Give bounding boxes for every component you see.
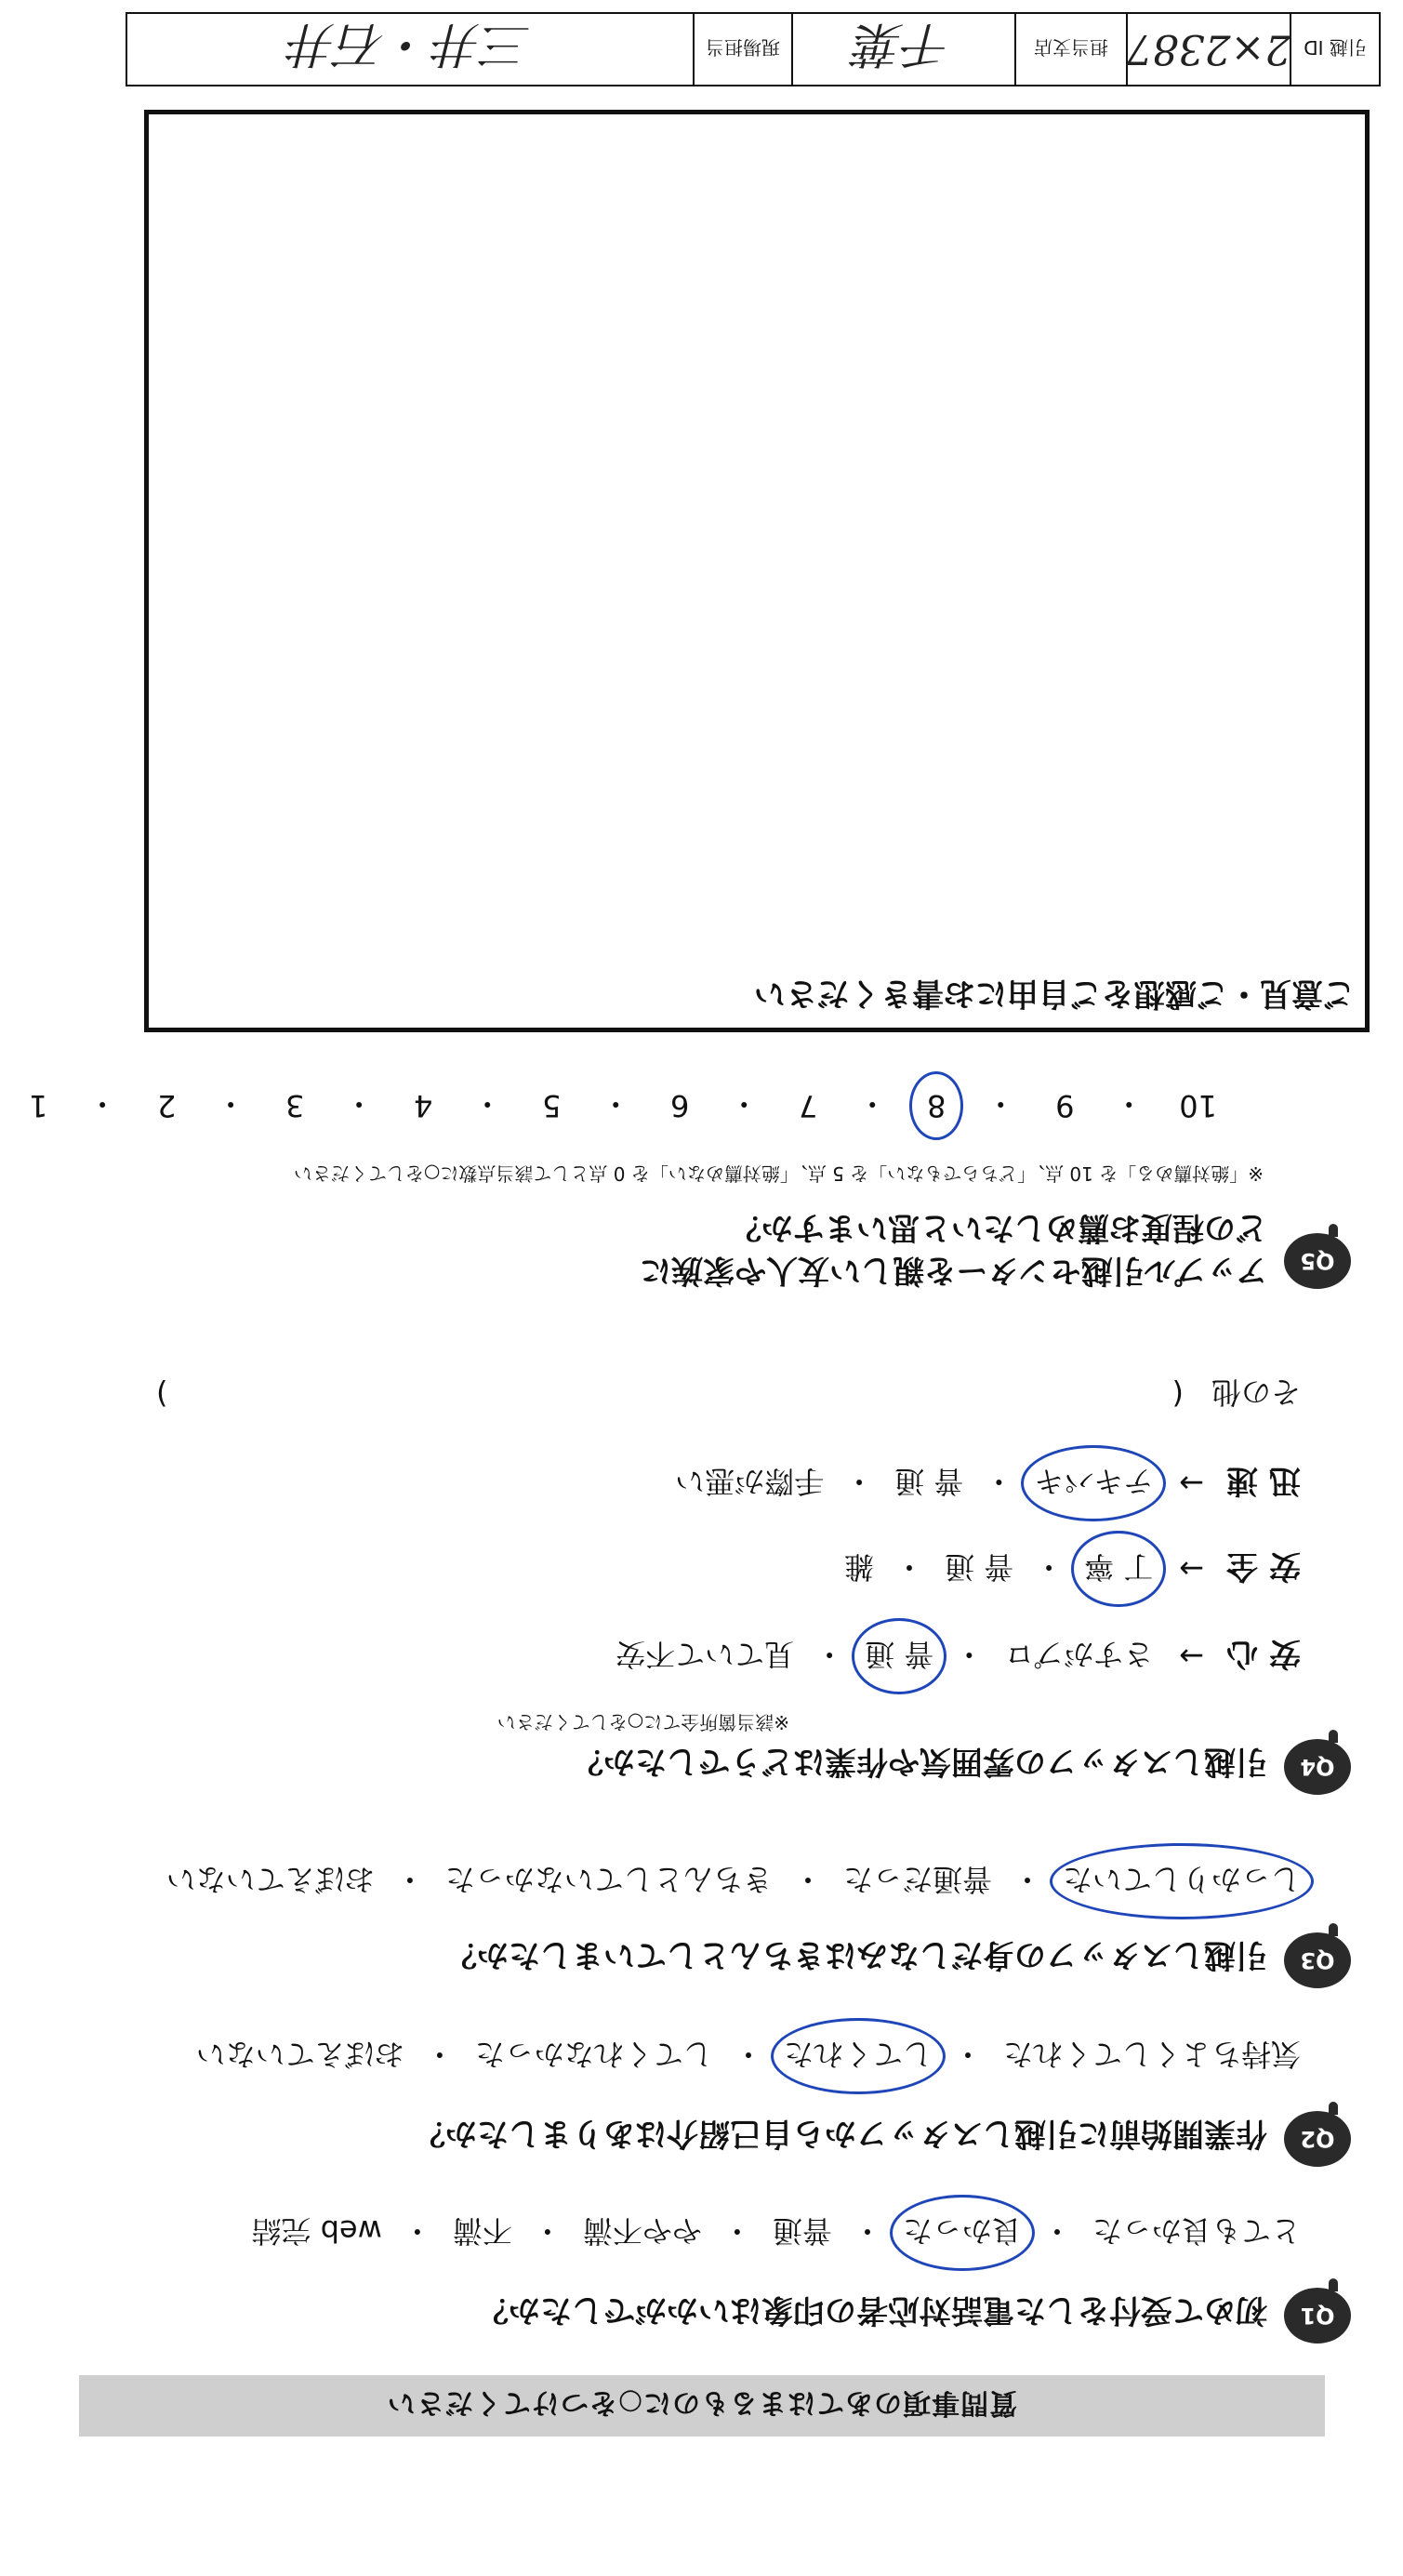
q4-badge	[1284, 1739, 1351, 1795]
comment-title: ご意見・ご感想をご自由にお書きください	[754, 975, 1355, 1012]
score-option[interactable]: 5	[542, 1088, 562, 1123]
q4-option-selected[interactable]: 普 通	[865, 1636, 933, 1679]
staff-id-table	[126, 12, 1381, 86]
move-id-label: 引越 ID	[1290, 14, 1379, 85]
q4-option[interactable]: 普 通	[944, 1549, 1014, 1586]
arrow-right-icon: →	[1179, 1466, 1205, 1502]
q1-options: とても良かった ・ 良かった ・ 普通 ・ やや不満 ・ 不満 ・ web 完結	[251, 2211, 1301, 2254]
q4-row-anzen: 安 全 → 丁 寧 ・ 普 通 ・ 雑	[844, 1547, 1301, 1592]
q4-row-jinsoku: 迅 速 → テキパキ ・ 普 通 ・ 手際が悪い	[675, 1461, 1301, 1507]
q4-row-anshin: 安 心 → さすがプロ ・ 普 通 ・ 見ていて不安	[615, 1634, 1301, 1680]
q2-options: 気持ちよくしてくれた ・ してくれた ・ してくれなかった ・ おぼえていない	[196, 2035, 1301, 2078]
q2-question: 作業開始前に引越しスタッフから自己紹介はありましたか？	[414, 2115, 1267, 2152]
move-id-value: 2×2387	[1126, 14, 1290, 85]
q1-option[interactable]: とても良かった	[1092, 2213, 1301, 2249]
q1-option[interactable]: 普通	[772, 2213, 832, 2249]
q4-option-selected[interactable]: 丁 寧	[1084, 1548, 1153, 1591]
q4-row-label: 迅 速	[1226, 1462, 1301, 1499]
q4-option-selected[interactable]: テキパキ	[1034, 1463, 1153, 1506]
score-option[interactable]: 10	[1179, 1088, 1217, 1123]
q1-question: 初めて受付をした電話対応者の印象はいかがでしたか？	[477, 2291, 1267, 2329]
q3-option[interactable]: おぼえていない	[165, 1862, 375, 1897]
q4-option[interactable]: 手際が悪い	[675, 1464, 825, 1500]
q2-option[interactable]: おぼえていない	[195, 2037, 404, 2072]
q4-question: 引越しスタッフの雰囲気や作業はどうでしたか？	[572, 1743, 1267, 1780]
q4-number: Q4	[1300, 1754, 1335, 1780]
score-option[interactable]: 7	[799, 1088, 818, 1123]
score-option[interactable]: 3	[285, 1088, 305, 1123]
q5-badge	[1284, 1233, 1351, 1289]
q1-option[interactable]: web 完結	[251, 2213, 382, 2249]
q4-other-row	[36, 1373, 1301, 1415]
arrow-right-icon: →	[1179, 1639, 1205, 1675]
q1-number: Q1	[1300, 2303, 1335, 2329]
comment-box[interactable]	[144, 110, 1370, 1032]
branch-value: 千葉	[791, 14, 1014, 85]
score-option[interactable]: 9	[1055, 1088, 1075, 1123]
q2-number: Q2	[1300, 2126, 1335, 2152]
team-value: 三井・石井	[289, 16, 532, 73]
q5-number: Q5	[1300, 1248, 1335, 1274]
q3-question: 引越しスタッフの身だしなみはきちんとしていましたか？	[445, 1936, 1267, 1973]
q5-question-line2: どの程度お薦めしたいと思いますか？	[730, 1209, 1267, 1246]
q4-option[interactable]: 雑	[843, 1549, 874, 1586]
team-label: 現場担当	[693, 14, 791, 85]
q5-question-line1: アップル引越センターを親しい友人や家族に	[640, 1252, 1267, 1289]
q2-option[interactable]: してくれなかった	[474, 2037, 713, 2072]
q2-option[interactable]: 気持ちよくしてくれた	[1002, 2037, 1301, 2072]
q3-options: しっかりしていた ・ 普通だった ・ きちんとしていなかった ・ おぼえていない	[166, 1860, 1301, 1903]
score-option-selected[interactable]: 8	[922, 1088, 950, 1123]
q5-note: ※「絶対薦める」を 10 点、「どちらでもない」を 5 点、「絶対薦めない」を 0 点として該当点数に○をしてください	[293, 1162, 1264, 1185]
q4-other-label: その他	[1211, 1374, 1301, 1410]
instruction-header	[79, 2375, 1325, 2437]
q4-row-label: 安 全	[1226, 1547, 1301, 1585]
q3-badge	[1284, 1932, 1351, 1988]
q3-option[interactable]: 普通だった	[842, 1862, 992, 1897]
q1-badge	[1284, 2288, 1351, 2344]
instruction-text: 質問事項のあてはまるものに○をつけてください	[386, 2386, 1018, 2419]
q4-note: ※該当箇所全てに○をしてください	[496, 1711, 789, 1733]
score-option[interactable]: 2	[156, 1088, 177, 1123]
q3-option[interactable]: きちんとしていなかった	[444, 1862, 773, 1897]
q2-badge	[1284, 2111, 1351, 2167]
q2-option-selected[interactable]: してくれた	[784, 2035, 933, 2078]
q4-option[interactable]: 普 通	[894, 1464, 964, 1500]
score-option[interactable]: 4	[414, 1088, 433, 1123]
score-option[interactable]: 1	[28, 1088, 48, 1123]
q4-other-close: )	[156, 1376, 168, 1412]
q4-option[interactable]: 見ていて不安	[615, 1637, 795, 1673]
q4-option[interactable]: さすがプロ	[1004, 1637, 1154, 1673]
arrow-right-icon: →	[1179, 1551, 1205, 1587]
q1-option[interactable]: 不満	[452, 2213, 512, 2249]
q4-row-label: 安 心	[1226, 1635, 1301, 1672]
q1-option-selected[interactable]: 良かった	[903, 2211, 1022, 2254]
q5-score-scale: 10 ・ 9 ・ 8 ・ 7 ・ 6 ・ 5 ・ 4 ・ 3 ・ 2 ・ 1	[0, 1084, 1217, 1127]
q3-number: Q3	[1300, 1947, 1335, 1973]
q1-option[interactable]: やや不満	[582, 2213, 702, 2249]
score-option[interactable]: 6	[670, 1088, 690, 1123]
q4-other-open: (	[1171, 1376, 1184, 1412]
q3-option-selected[interactable]: しっかりしていた	[1063, 1860, 1301, 1903]
branch-label: 担当支店	[1014, 14, 1126, 85]
